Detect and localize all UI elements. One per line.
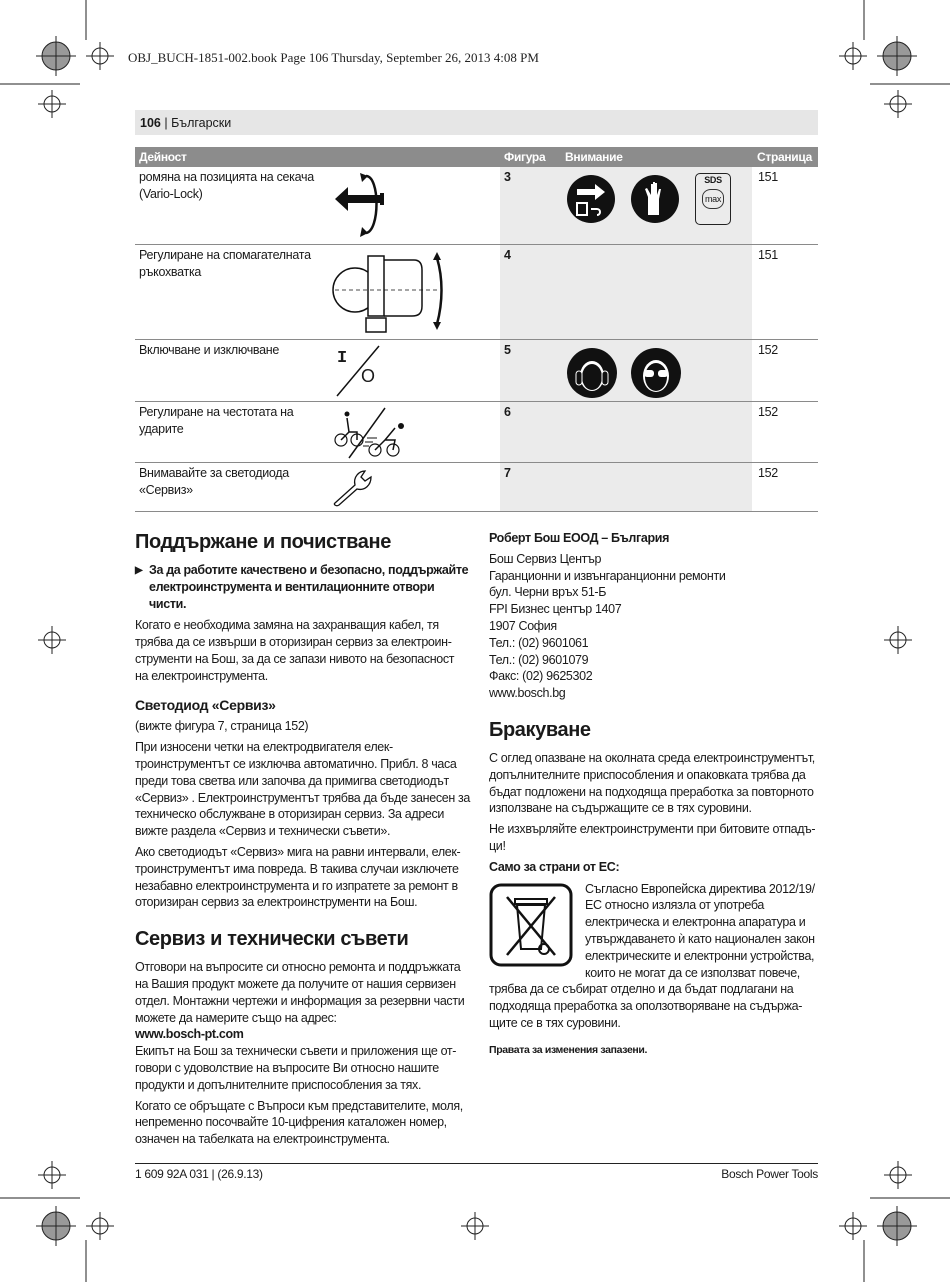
col-attention: Внимание: [565, 150, 623, 164]
book-info-line: OBJ_BUCH-1851-002.book Page 106 Thursday, September 26, 2013 4:08 PM: [128, 50, 539, 65]
bullet-triangle-icon: ▶: [135, 565, 143, 576]
col-figure: Фигура: [504, 150, 546, 164]
impact-rate-icon: [333, 406, 413, 460]
left-column: [135, 530, 470, 1152]
heading-service: Сервиз и технически съвети: [135, 928, 409, 951]
address-line: FPI Бизнес център 1407: [489, 602, 622, 617]
ear-protection-icon: [567, 348, 617, 398]
table-row: [135, 167, 818, 245]
table-row: [135, 340, 818, 402]
paragraph: С оглед опазване на околната среда електроинструментът, допълнителните приспособления и опаковката трябва да бъдат подложени на подходяща преработка за повторното използване на съдържащите се в тях суровини.: [489, 750, 815, 816]
figure-number: 7: [504, 466, 511, 480]
page-ref: 152: [758, 466, 778, 480]
page-number: 106: [140, 116, 161, 130]
off-symbol: O: [361, 366, 375, 386]
auxiliary-handle-icon: [330, 248, 450, 336]
paragraph: (вижте фигура 7, страница 152): [135, 719, 309, 734]
footer-brand: Bosch Power Tools: [721, 1167, 818, 1181]
activity: Включване и изключване: [139, 343, 280, 357]
phone-2: Тел.: (02) 9601079: [489, 652, 589, 667]
heading-maintenance: Поддържане и почистване: [135, 531, 391, 553]
col-activity: Дейност: [139, 150, 187, 164]
on-symbol: I: [337, 349, 347, 368]
footer-divider: [135, 1163, 818, 1164]
address-line: Бош Сервиз Център: [489, 551, 602, 566]
on-off-icon: [335, 344, 395, 398]
warning-text: За да работите качествено и безопасно, поддържайте електроинструмента и вентилационните отвори чисти.: [149, 563, 469, 611]
header-language: Български: [171, 116, 232, 130]
service-url-link[interactable]: www.bosch-pt.com: [135, 1027, 244, 1042]
eye-protection-icon: [631, 348, 681, 398]
wrench-icon: [331, 467, 381, 509]
page-ref: 151: [758, 170, 778, 184]
company-name: Роберт Бош ЕООД – България: [489, 531, 670, 545]
figure-number: 4: [504, 248, 511, 262]
weee-bin-icon: [489, 883, 573, 967]
page-header: [135, 110, 818, 135]
table-header: [135, 147, 818, 167]
table-row: [135, 245, 818, 340]
figure-number: 5: [504, 343, 511, 357]
header-separator: |: [160, 116, 172, 130]
heading-service-led: Светодиод «Сервиз»: [135, 696, 276, 713]
rotate-arrow-icon: [330, 171, 410, 241]
figure-number: 3: [504, 170, 511, 184]
paragraph: Съгласно Европейска директива 2012/19/ЕС относно излязла от употреба електрическа и електронна апаратура и утвърждаването ѝ като национален закон електрическите и електронни устройства, които не могат да се използват повече, трябва да се събират отделно и да бъдат подлагани на подходяща преработка за оползотворяване на съдържащите се в тях суровини.: [489, 881, 815, 1030]
max-label: max: [702, 189, 724, 209]
sds-label: SDS: [704, 175, 722, 185]
activity: Внимавайте за светодиода «Сервиз»: [139, 466, 289, 497]
gloves-icon: [631, 175, 679, 223]
fax: Факс: (02) 9625302: [489, 669, 593, 684]
activity: Регулиране на спомагателната ръкохватка: [139, 248, 311, 279]
footer-catalog-number: 1 609 92A 031 | (26.9.13): [135, 1167, 263, 1181]
page-ref: 152: [758, 343, 778, 357]
paragraph: Отговори на въпросите си относно ремонта и поддръжката на Вашия продукт можете да получите от нашия сервизен отдел. Монтажни чертежи и информация за резервни части можете да намерите също на адрес:: [135, 960, 465, 1025]
table-row: [135, 402, 818, 463]
rights-reserved: Правата за изменения запазени.: [489, 1043, 648, 1056]
website-link[interactable]: www.bosch.bg: [489, 686, 566, 701]
paragraph: Когато е необходима замяна на захранващия кабел, тя трябва да се извърши в оторизиран сервиз за електроинструменти на Бош, за да се запази нивото на безопасност на електроинструмента.: [135, 618, 455, 683]
maintenance-warning: [135, 562, 470, 612]
paragraph: При износени четки на електродвигателя електроинструментът се изключва автоматично. Прибл. 8 часа преди това светва или започва да примигва светодиодът «Сервиз» . Електроинструментът трябва да бъде занесен за техническо обслужване в оторизиран сервиз. За адреси вижте раздела «Сервиз и технически съвети».: [135, 740, 470, 839]
address-line: Гаранционни и извънгаранционни ремонти: [489, 568, 726, 583]
page-ref: 151: [758, 248, 778, 262]
unplug-icon: [567, 175, 615, 223]
activity: Регулиране на честотата на ударите: [139, 405, 294, 436]
col-page: Страница: [757, 150, 812, 164]
table-row: [135, 463, 818, 512]
activity: ромяна на позицията на секача (Vario-Lock): [139, 170, 314, 201]
eu-heading: Само за страни от ЕС:: [489, 859, 620, 874]
sds-max-icon: [695, 173, 731, 225]
address-line: бул. Черни връх 51-Б: [489, 585, 607, 600]
right-column: [489, 530, 819, 1059]
paragraph: Ако светодиодът «Сервиз» мига на равни интервали, електроинструментът има повреда. В такива случаи изключете незабавно електроинструмента и го изпратете за ремонт в оторизиран сервиз за електроинструменти на Бош.: [135, 844, 461, 910]
figure-number: 6: [504, 405, 511, 419]
phone-1: Тел.: (02) 9601061: [489, 635, 589, 650]
paragraph: Не изхвърляйте електроинструменти при битовите отпадъци!: [489, 822, 816, 853]
paragraph: Екипът на Бош за технически съвети и приложения ще отговори с удоволствие на въпросите Ви относно нашите продукти и допълнителните приспособления за тях.: [135, 1044, 457, 1092]
page-ref: 152: [758, 405, 778, 419]
heading-disposal: Бракуване: [489, 718, 591, 741]
address-line: 1907 София: [489, 618, 557, 633]
paragraph: Когато се обръщате с Въпроси към представителите, моля, непременно посочвайте 10-цифрения каталожен номер, означен на табелката на електроинструмента.: [135, 1098, 463, 1147]
